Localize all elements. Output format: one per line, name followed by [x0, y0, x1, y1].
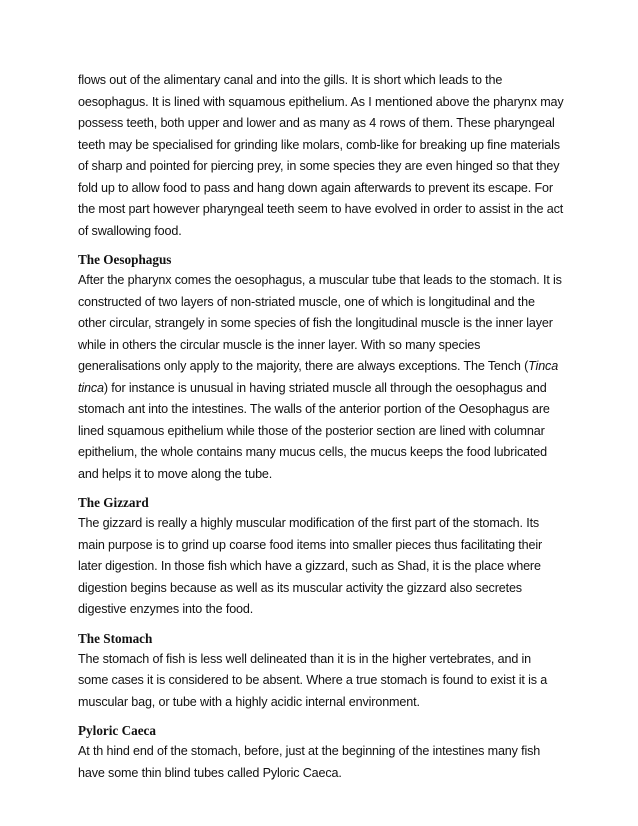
- paragraph-pyloric-caeca: At th hind end of the stomach, before, just at the beginning of the intestines many fish have some thin blind tubes called Pyloric Caeca.: [78, 744, 541, 780]
- paragraph-gizzard: The gizzard is really a highly muscular modification of the first part of the stomach. Its main purpose is to grind up coarse food items into smaller pieces thus facilitating their later digestion. In those fish which have a gizzard, such as Shad, it is the place where digestion begins because as well as its muscular activity the gizzard also secretes digestive enzymes into the food.: [78, 516, 543, 616]
- heading-stomach: The Stomach: [78, 630, 153, 646]
- species-name-italic: Tinca tinca: [78, 359, 559, 395]
- paragraph-stomach: The stomach of fish is less well delineated than it is in the higher vertebrates, and in some cases it is considered to be absent. Where a true stomach is found to exist it is a muscular bag, or tube with a highly acidic internal environment.: [78, 651, 548, 709]
- section-pyloric-caeca: [78, 720, 564, 784]
- oesophagus-text-part-2: ) for instance is unusual in having striated muscle all through the oesophagus and stomach ant into the intestines. The walls of the anterior portion of the Oesophagus are lined squamous epithelium while those of the posterior section are lined with columnar epithelium, the whole contains many mucus cells, the mucus keeps the food lubricated and helps it to move along the tube.: [78, 380, 550, 481]
- paragraph-oesophagus: [78, 270, 564, 485]
- section-oesophagus: [78, 249, 564, 485]
- intro-paragraph: flows out of the alimentary canal and into the gills. It is short which leads to the oesophagus. It is lined with squamous epithelium. As I mentioned above the pharynx may possess teeth, both upper and lower and as many as 4 rows of them. These pharyngeal teeth may be specialised for grinding like molars, comb-like for breaking up fine materials of sharp and pointed for piercing prey, in some species they are even hinged so that they fold up to allow food to pass and hang down again afterwards to prevent its escape. For the most part however pharyngeal teeth seem to have evolved in order to assist in the act of swallowing food.: [78, 73, 564, 238]
- document-body: [78, 70, 564, 784]
- section-stomach: [78, 628, 564, 714]
- oesophagus-text-part-1: After the pharynx comes the oesophagus, a muscular tube that leads to the stomach. It is constructed of two layers of non-striated muscle, one of which is longitudinal and the other circular, strangely in some species of fish the longitudinal muscle is the inner layer while in others the circular muscle is the inner layer. With so many species generalisations only apply to the majority, there are always exceptions. The Tench (: [78, 273, 562, 373]
- heading-gizzard: The Gizzard: [78, 495, 149, 510]
- section-gizzard: [78, 492, 564, 621]
- heading-pyloric-caeca: Pyloric Caeca: [78, 723, 156, 738]
- heading-oesophagus: The Oesophagus: [78, 252, 172, 267]
